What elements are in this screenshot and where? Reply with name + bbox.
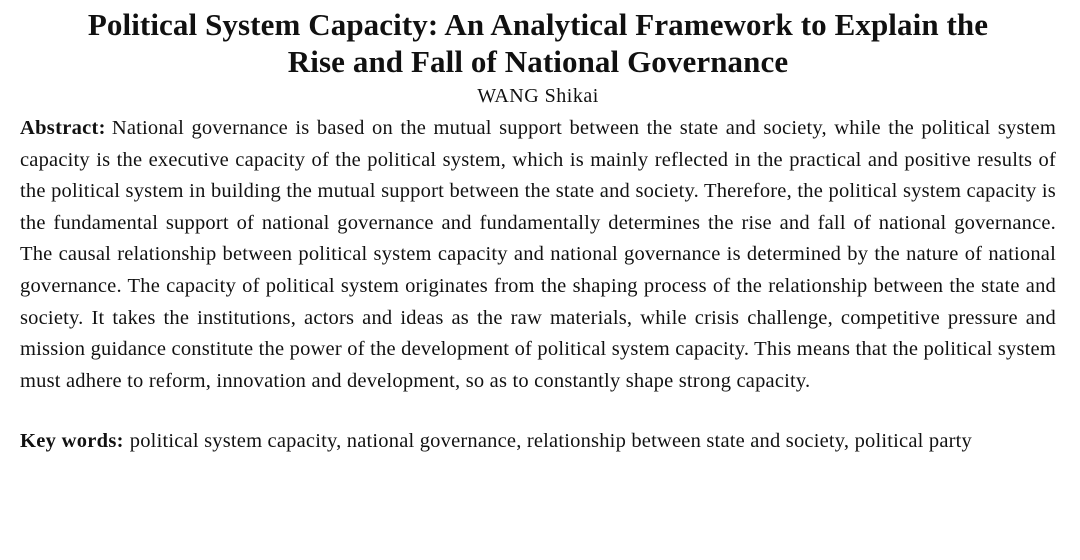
keywords-label: Key words: bbox=[20, 430, 124, 453]
paper-title-line-1: Political System Capacity: An Analytical Framework to Explain the bbox=[87, 7, 989, 42]
paper-title-line-2: Rise and Fall of National Governance bbox=[287, 44, 789, 79]
keywords-text: political system capacity, national governance, relationship between state and society, political party bbox=[129, 430, 972, 453]
paper-title bbox=[20, 6, 1056, 80]
abstract-label: Abstract: bbox=[20, 117, 106, 139]
author-name: WANG Shikai bbox=[477, 85, 599, 107]
abstract-paragraph bbox=[20, 113, 1056, 397]
keywords-paragraph bbox=[20, 427, 1056, 456]
abstract-text: National governance is based on the mutual support between the state and society, while the political system capacity is the executive capacity of the political system, which is mainly reflected in the practical and positive results of the political system in building the mutual support between the state and society. Therefore, the political system capacity is the fundamental support of national governance and fundamentally determines the rise and fall of national governance. The causal relationship between political system capacity and national governance is determined by the nature of national governance. The capacity of political system originates from the shaping process of the relationship between the state and society. It takes the institutions, actors and ideas as the raw materials, while crisis challenge, competitive pressure and mission guidance constitute the power of the development of political system capacity. This means that the political system must adhere to reform, innovation and development, so as to constantly shape strong capacity. bbox=[20, 117, 1056, 392]
